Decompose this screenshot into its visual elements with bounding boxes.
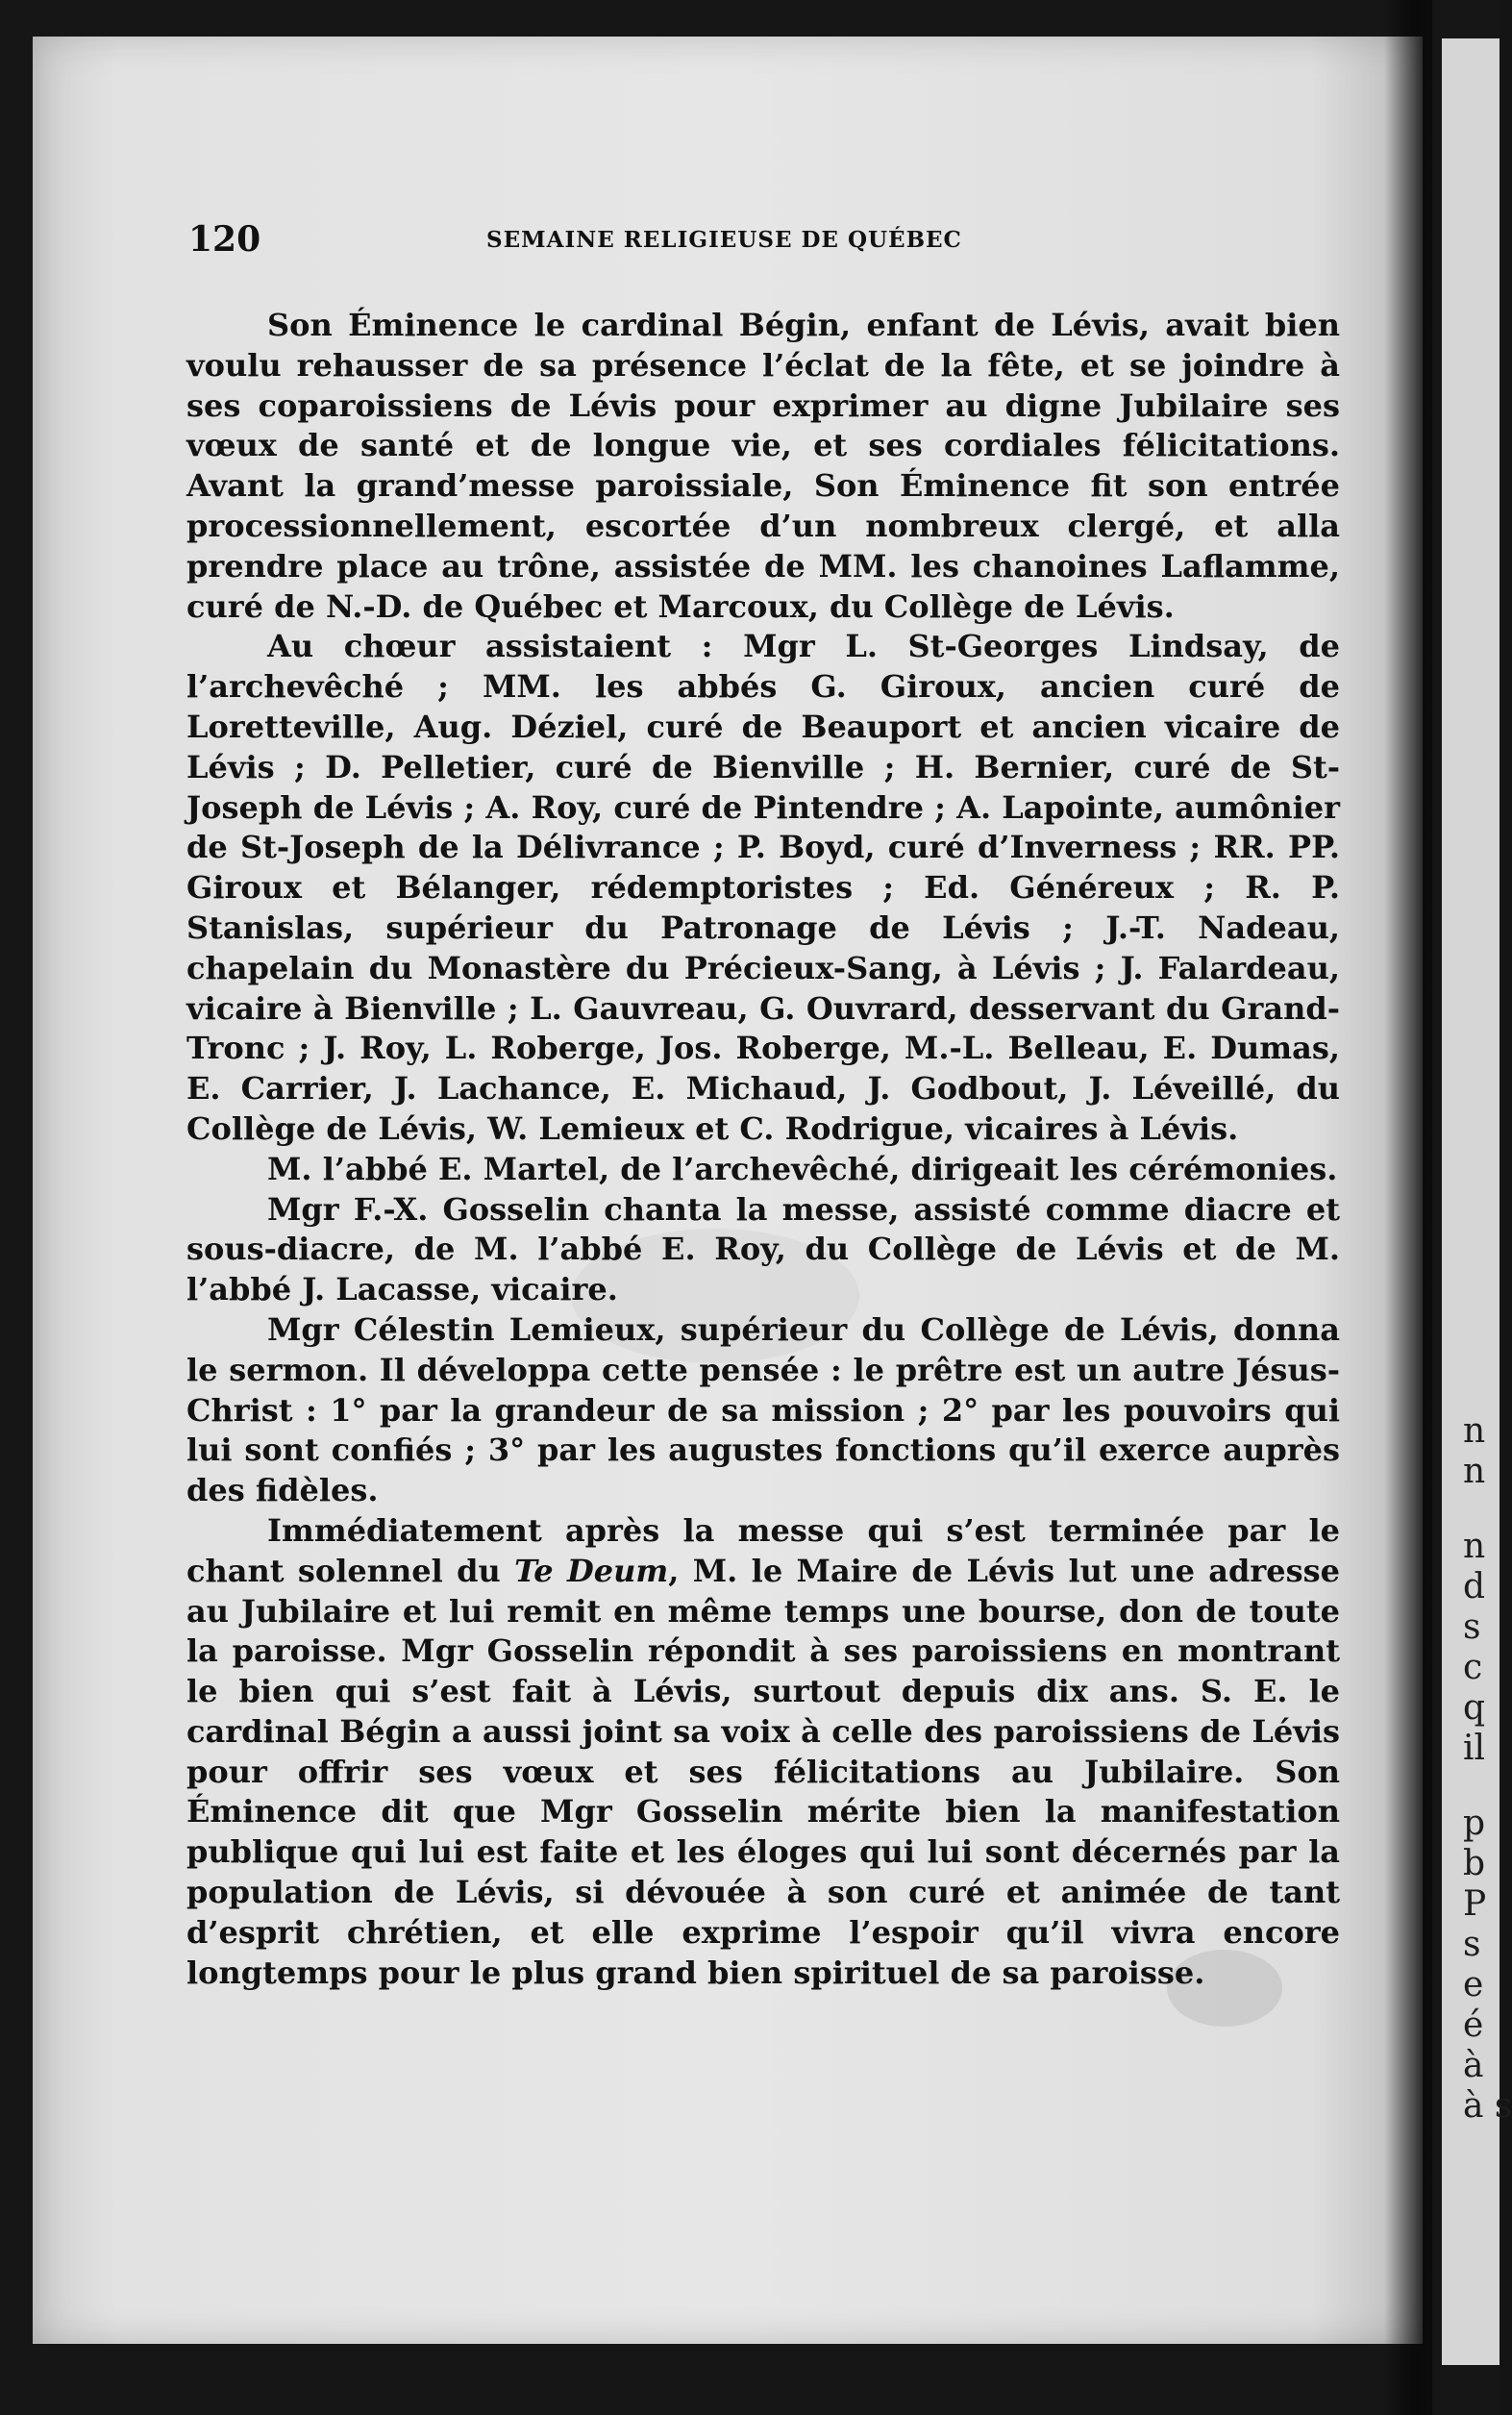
adjacent-page-fragment: à [1463, 2046, 1484, 2085]
paragraph: Mgr Célestin Lemieux, supérieur du Collège de Lévis, donna le sermon. Il développa cette pensée : le prêtre est un autre Jésus-Christ : 1° par la grandeur de sa mission ; 2° par les pouvoirs qui lui sont confiés ; 3° par les augustes fonctions qu’il exerce auprès des fidèles. [186, 1310, 1340, 1509]
paragraph-text: , M. le Maire de Lévis lut une adresse au Jubilaire et lui remit en même temps une bourse, don de toute la paroisse. Mgr Gosselin répondit à ses paroissiens en montrant le bien qui s’est fait à Lévis, surtout depuis dix ans. S. E. le cardinal Bégin a aussi joint sa voix à celle des paroissiens de Lévis pour offrir ses vœux et ses félicitations au Jubilaire. Son Éminence dit que Mgr Gosselin mérite bien la manifestation publique qui lui est faite et les éloges qui lui sont décernés par la population de Lévis, si dévouée à son curé et animée de tant d’esprit chrétien, et elle exprime l’espoir qu’il vivra encore longtemps pour le plus grand bien spirituel de sa paroisse. [186, 1552, 1341, 1991]
paragraph: Au chœur assistaient : Mgr L. St-Georges Lindsay, de l’archevêché ; MM. les abbés G. Giroux, ancien curé de Loretteville, Aug. Déziel, curé de Beauport et ancien vicaire de Lévis ; D. Pelletier, curé de Bienville ; H. Bernier, curé de St-Joseph de Lévis ; A. Roy, curé de Pintendre ; A. Lapointe, aumônier de St-Joseph de la Délivrance ; P. Boyd, curé d’Inverness ; RR. PP. Giroux et Bélanger, rédemptoristes ; Ed. Généreux ; R. P. Stanislas, supérieur du Patronage de Lévis ; J.-T. Nadeau, chapelain du Monastère du Précieux-Sang, à Lévis ; J. Falardeau, vicaire à Bienville ; L. Gauvreau, G. Ouvrard, desservant du Grand-Tronc ; J. Roy, L. Roberge, Jos. Roberge, M.-L. Belleau, E. Dumas, E. Carrier, J. Lachance, E. Michaud, J. Godbout, J. Léveillé, du Collège de Lévis, W. Lemieux et C. Rodrigue, vicaires à Lévis. [186, 628, 1340, 1147]
adjacent-page-fragment: s [1463, 1925, 1481, 1964]
adjacent-page-fragment: il [1463, 1729, 1486, 1768]
adjacent-page-fragment: n [1463, 1527, 1486, 1566]
adjacent-page-fragment: n [1463, 1411, 1486, 1451]
adjacent-page-fragment: n [1463, 1452, 1486, 1491]
article-body [186, 306, 1340, 1993]
italic-title: Te Deum [514, 1552, 669, 1589]
paragraph: Mgr F.-X. Gosselin chanta la messe, assisté comme diacre et sous-diacre, de M. l’abbé E. Roy, du Collège de Lévis et de M. l’abbé J. Lacasse, vicaire. [186, 1190, 1340, 1308]
adjacent-page-fragment: s [1463, 1607, 1481, 1647]
running-head: SEMAINE RELIGIEUSE DE QUÉBEC [486, 227, 962, 253]
adjacent-page-fragment: p [1463, 1804, 1486, 1843]
adjacent-page-fragment: é [1463, 2005, 1484, 2045]
adjacent-page-fragment: à s [1463, 2086, 1512, 2126]
paragraph: M. l’abbé E. Martel, de l’archevêché, dirigeait les cérémonies. [267, 1150, 1338, 1187]
paragraph [186, 1511, 1340, 1994]
gutter-shadow [1384, 0, 1432, 2415]
adjacent-page-edge [1442, 38, 1512, 2365]
paragraph: Son Éminence le cardinal Bégin, enfant de Lévis, avait bien voulu rehausser de sa présence l’éclat de la fête, et se joindre à ses coparoissiens de Lévis pour exprimer au digne Jubilaire ses vœux de santé et de longue vie, et ses cordiales félicitations. Avant la grand’messe paroissiale, Son Éminence fit son entrée processionnellement, escortée d’un nombreux clergé, et alla prendre place au trône, assistée de MM. les chanoines Laflamme, curé de N.-D. de Québec et Marcoux, du Collège de Lévis. [186, 307, 1340, 625]
adjacent-page-fragment: P [1463, 1884, 1487, 1924]
adjacent-page-fragment: d [1463, 1567, 1486, 1606]
adjacent-page-fragment: c [1463, 1648, 1483, 1687]
adjacent-page-fragment: b [1463, 1844, 1486, 1883]
page-number: 120 [188, 219, 261, 260]
paragraph-text: Immédiatement après la messe qui s’est terminée par le chant solennel du [186, 1511, 1340, 1589]
page-header [188, 219, 1102, 267]
adjacent-page-fragment: q [1463, 1688, 1486, 1728]
adjacent-page-fragment: e [1463, 1965, 1484, 2004]
